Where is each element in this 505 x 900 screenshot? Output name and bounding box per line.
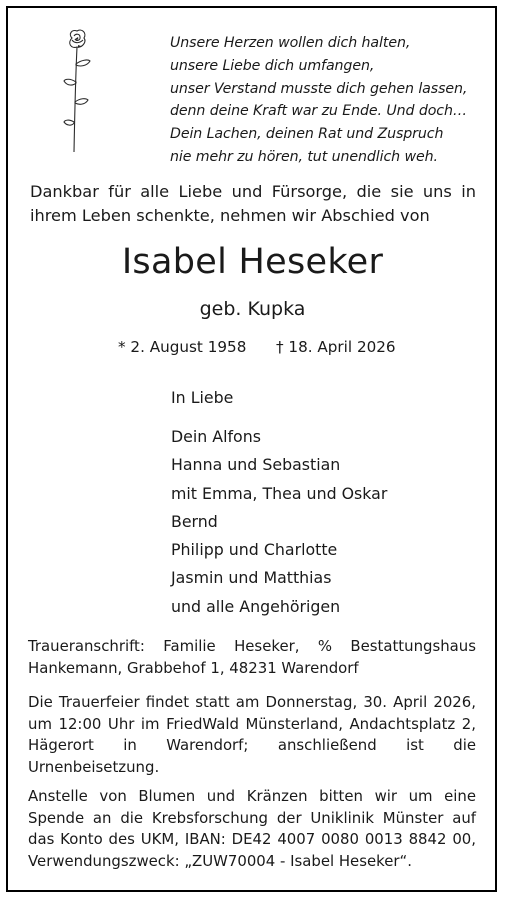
intro-line: Dankbar für alle Liebe und Fürsorge, die sie uns in <box>30 182 476 201</box>
mourner-line: mit Emma, Thea und Oskar <box>171 483 388 503</box>
poem-line: unser Verstand musste dich gehen lassen, <box>170 80 468 97</box>
poem-line: Dein Lachen, deinen Rat und Zuspruch <box>170 126 444 143</box>
rose-icon <box>62 28 94 156</box>
death-date: † 18. April 2026 <box>276 338 396 356</box>
mourner-line: Bernd <box>171 511 218 531</box>
mourner-line: Hanna und Sebastian <box>171 455 341 475</box>
donation-line: das Konto des UKM, IBAN: DE42 4007 0080 0013 8842 00, <box>28 830 476 849</box>
service-line: um 12:00 Uhr im FriedWald Münsterland, Andachtsplatz 2, <box>28 714 476 733</box>
mourning-address <box>28 636 476 679</box>
service-line: Hägerort in Warendorf; anschließend ist die <box>28 736 476 755</box>
donation-request <box>28 786 476 872</box>
mourners-heading: In Liebe <box>171 388 234 407</box>
mourner-line: und alle Angehörigen <box>171 596 341 616</box>
poem <box>170 32 467 169</box>
donation-line: Anstelle von Blumen und Kränzen bitten wir um eine <box>28 787 476 805</box>
intro-text <box>30 180 476 228</box>
birth-date: * 2. August 1958 <box>118 338 247 356</box>
maiden-name: geb. Kupka <box>199 298 306 320</box>
donation-line: Verwendungszweck: „ZUW70004 - Isabel Heseker“. <box>28 851 412 870</box>
poem-line: denn deine Kraft war zu Ende. Und doch… <box>170 103 467 120</box>
mourner-line: Jasmin und Matthias <box>171 568 332 588</box>
donation-line: Spende an die Krebsforschung der Uniklinik Münster auf <box>28 808 476 827</box>
intro-line: ihrem Leben schenkte, nehmen wir Abschied von <box>30 206 430 225</box>
mourner-line: Dein Alfons <box>171 427 261 446</box>
mourners-list <box>171 423 387 621</box>
mourner-line: Philipp und Charlotte <box>171 540 338 560</box>
address-line: Traueranschrift: Familie Heseker, % Bestattungshaus <box>28 637 476 655</box>
service-line: Die Trauerfeier findet statt am Donnerstag, 30. April 2026, <box>28 693 476 711</box>
poem-line: nie mehr zu hören, tut unendlich weh. <box>170 148 438 165</box>
service-line: Urnenbeisetzung. <box>28 757 160 776</box>
poem-line: unsere Liebe dich umfangen, <box>170 57 375 74</box>
mourners-heading-block <box>171 386 233 410</box>
funeral-service-info <box>28 692 476 778</box>
address-line: Hankemann, Grabbehof 1, 48231 Warendorf <box>28 658 359 677</box>
deceased-name: Isabel Heseker <box>121 242 384 282</box>
poem-line: Unsere Herzen wollen dich halten, <box>170 35 411 51</box>
